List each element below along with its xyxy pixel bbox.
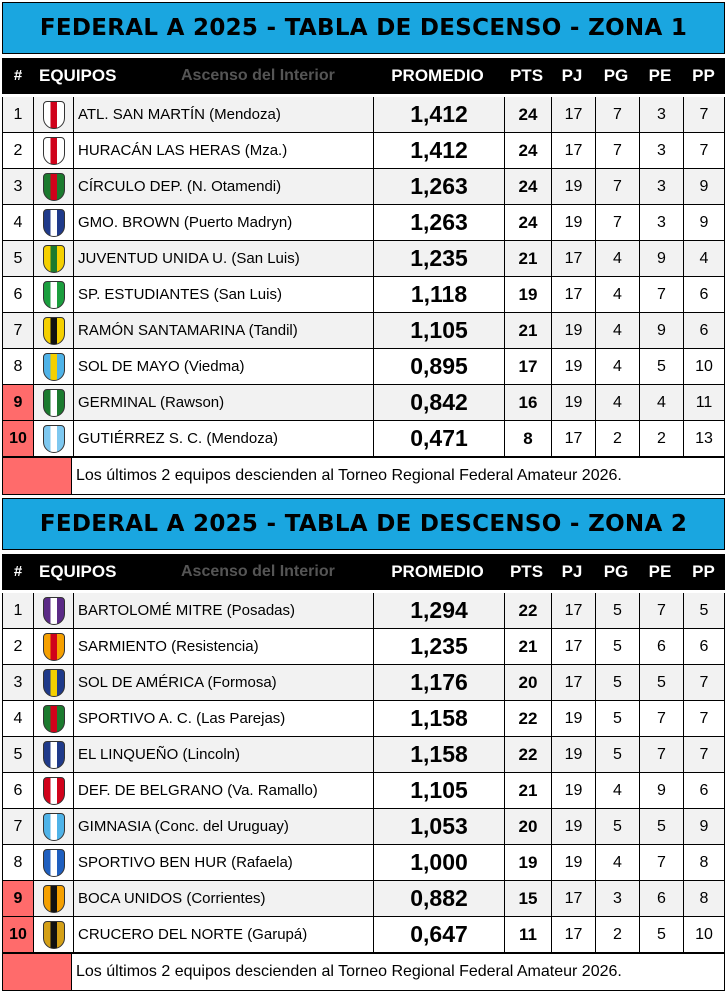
drawn-cell: 5 xyxy=(640,665,684,700)
position-cell: 3 xyxy=(2,665,34,700)
won-cell: 3 xyxy=(596,881,640,916)
position-cell: 7 xyxy=(2,313,34,348)
header-played: PJ xyxy=(561,562,583,581)
team-name: SPORTIVO A. C. (Las Parejas) xyxy=(74,701,374,736)
played-cell: 19 xyxy=(552,845,596,880)
played-cell: 17 xyxy=(552,665,596,700)
logo-cell xyxy=(34,241,74,276)
table-row xyxy=(2,385,725,421)
sarmiento-crest xyxy=(43,633,65,661)
logo-cell xyxy=(34,809,74,844)
average-cell: 1,235 xyxy=(374,241,505,276)
lost-cell: 7 xyxy=(684,701,725,736)
lost-cell: 6 xyxy=(684,277,725,312)
drawn-cell: 9 xyxy=(640,773,684,808)
won-cell: 4 xyxy=(596,845,640,880)
lost-cell: 8 xyxy=(684,881,725,916)
table-row xyxy=(2,737,725,773)
played-cell: 19 xyxy=(552,313,596,348)
drawn-cell: 5 xyxy=(640,349,684,384)
table-rows xyxy=(2,97,725,457)
points-cell: 22 xyxy=(505,737,552,772)
lost-cell: 5 xyxy=(684,593,725,628)
zone-title: FEDERAL A 2025 - TABLA DE DESCENSO - ZONA 2 xyxy=(39,511,688,537)
lost-cell: 10 xyxy=(684,917,725,952)
drawn-cell: 7 xyxy=(640,701,684,736)
played-cell: 19 xyxy=(552,349,596,384)
points-cell: 22 xyxy=(505,701,552,736)
boca-unidos-crest xyxy=(43,885,65,913)
position-cell: 8 xyxy=(2,349,34,384)
won-cell: 5 xyxy=(596,665,640,700)
played-cell: 19 xyxy=(552,701,596,736)
team-name: CRUCERO DEL NORTE (Garupá) xyxy=(74,917,374,952)
position-cell: 9 xyxy=(2,881,34,916)
played-cell: 17 xyxy=(552,133,596,168)
team-name: GMO. BROWN (Puerto Madryn) xyxy=(74,205,374,240)
team-name: SOL DE AMÉRICA (Formosa) xyxy=(74,665,374,700)
position-cell: 6 xyxy=(2,277,34,312)
average-cell: 1,105 xyxy=(374,313,505,348)
header-drawn: PE xyxy=(648,66,672,85)
position-cell: 7 xyxy=(2,809,34,844)
relegation-swatch xyxy=(2,457,72,495)
played-cell: 19 xyxy=(552,773,596,808)
logo-cell xyxy=(34,773,74,808)
won-cell: 4 xyxy=(596,385,640,420)
drawn-cell: 7 xyxy=(640,845,684,880)
table-row xyxy=(2,349,725,385)
played-cell: 19 xyxy=(552,809,596,844)
logo-cell xyxy=(34,205,74,240)
points-cell: 22 xyxy=(505,593,552,628)
table-row xyxy=(2,169,725,205)
points-cell: 19 xyxy=(505,277,552,312)
points-cell: 21 xyxy=(505,629,552,664)
table-row xyxy=(2,629,725,665)
logo-cell xyxy=(34,737,74,772)
drawn-cell: 3 xyxy=(640,97,684,132)
won-cell: 5 xyxy=(596,629,640,664)
average-cell: 1,000 xyxy=(374,845,505,880)
table-row xyxy=(2,133,725,169)
won-cell: 5 xyxy=(596,701,640,736)
table-row xyxy=(2,665,725,701)
el-linqueno-crest xyxy=(43,741,65,769)
points-cell: 21 xyxy=(505,313,552,348)
lost-cell: 4 xyxy=(684,241,725,276)
drawn-cell: 3 xyxy=(640,169,684,204)
circulo-deportivo-crest xyxy=(43,173,65,201)
played-cell: 17 xyxy=(552,421,596,456)
team-name: BARTOLOMÉ MITRE (Posadas) xyxy=(74,593,374,628)
won-cell: 2 xyxy=(596,917,640,952)
drawn-cell: 7 xyxy=(640,593,684,628)
lost-cell: 7 xyxy=(684,665,725,700)
position-cell: 10 xyxy=(2,421,34,456)
logo-cell xyxy=(34,421,74,456)
team-name: GUTIÉRREZ S. C. (Mendoza) xyxy=(74,421,374,456)
team-name: RAMÓN SANTAMARINA (Tandil) xyxy=(74,313,374,348)
played-cell: 19 xyxy=(552,169,596,204)
points-cell: 8 xyxy=(505,421,552,456)
won-cell: 7 xyxy=(596,133,640,168)
sportivo-las-parejas-crest xyxy=(43,705,65,733)
team-name: GERMINAL (Rawson) xyxy=(74,385,374,420)
team-name: SPORTIVO BEN HUR (Rafaela) xyxy=(74,845,374,880)
points-cell: 16 xyxy=(505,385,552,420)
average-cell: 1,263 xyxy=(374,205,505,240)
won-cell: 4 xyxy=(596,773,640,808)
sol-de-mayo-crest xyxy=(43,353,65,381)
table-row xyxy=(2,421,725,457)
drawn-cell: 7 xyxy=(640,277,684,312)
table-rows xyxy=(2,593,725,953)
position-cell: 1 xyxy=(2,97,34,132)
drawn-cell: 2 xyxy=(640,421,684,456)
points-cell: 20 xyxy=(505,809,552,844)
average-cell: 1,053 xyxy=(374,809,505,844)
average-cell: 0,895 xyxy=(374,349,505,384)
logo-cell xyxy=(34,349,74,384)
drawn-cell: 7 xyxy=(640,737,684,772)
average-cell: 0,842 xyxy=(374,385,505,420)
relegation-legend xyxy=(2,457,725,495)
average-cell: 1,412 xyxy=(374,133,505,168)
average-cell: 1,105 xyxy=(374,773,505,808)
header-points: PTS xyxy=(509,66,544,85)
relegation-legend xyxy=(2,953,725,991)
gimnasia-cdu-crest xyxy=(43,813,65,841)
points-cell: 19 xyxy=(505,845,552,880)
position-cell: 2 xyxy=(2,629,34,664)
won-cell: 4 xyxy=(596,277,640,312)
position-cell: 8 xyxy=(2,845,34,880)
table-header xyxy=(2,58,725,94)
won-cell: 4 xyxy=(596,313,640,348)
lost-cell: 7 xyxy=(684,133,725,168)
points-cell: 21 xyxy=(505,773,552,808)
table-row xyxy=(2,97,725,133)
points-cell: 17 xyxy=(505,349,552,384)
drawn-cell: 6 xyxy=(640,881,684,916)
points-cell: 11 xyxy=(505,917,552,952)
position-cell: 5 xyxy=(2,737,34,772)
points-cell: 24 xyxy=(505,169,552,204)
table-header xyxy=(2,554,725,590)
guillermo-brown-crest xyxy=(43,209,65,237)
zone-title-bar xyxy=(2,2,725,54)
lost-cell: 10 xyxy=(684,349,725,384)
position-cell: 9 xyxy=(2,385,34,420)
lost-cell: 9 xyxy=(684,205,725,240)
relegation-note: Los últimos 2 equipos descienden al Torneo Regional Federal Amateur 2026. xyxy=(72,953,725,991)
lost-cell: 6 xyxy=(684,773,725,808)
drawn-cell: 5 xyxy=(640,809,684,844)
position-cell: 1 xyxy=(2,593,34,628)
ben-hur-crest xyxy=(43,849,65,877)
average-cell: 0,882 xyxy=(374,881,505,916)
bartolome-mitre-crest xyxy=(43,597,65,625)
germinal-crest xyxy=(43,389,65,417)
table-row xyxy=(2,205,725,241)
position-cell: 5 xyxy=(2,241,34,276)
lost-cell: 9 xyxy=(684,809,725,844)
position-cell: 4 xyxy=(2,205,34,240)
lost-cell: 7 xyxy=(684,97,725,132)
won-cell: 7 xyxy=(596,205,640,240)
team-name: ATL. SAN MARTÍN (Mendoza) xyxy=(74,97,374,132)
defensores-belgrano-crest xyxy=(43,777,65,805)
table-row xyxy=(2,917,725,953)
table-row xyxy=(2,773,725,809)
table-row xyxy=(2,809,725,845)
lost-cell: 9 xyxy=(684,169,725,204)
won-cell: 7 xyxy=(596,97,640,132)
average-cell: 0,471 xyxy=(374,421,505,456)
team-name: BOCA UNIDOS (Corrientes) xyxy=(74,881,374,916)
played-cell: 17 xyxy=(552,241,596,276)
table-row xyxy=(2,701,725,737)
position-cell: 6 xyxy=(2,773,34,808)
won-cell: 4 xyxy=(596,349,640,384)
lost-cell: 7 xyxy=(684,737,725,772)
header-won: PG xyxy=(603,562,629,581)
played-cell: 17 xyxy=(552,97,596,132)
played-cell: 17 xyxy=(552,629,596,664)
won-cell: 5 xyxy=(596,593,640,628)
played-cell: 17 xyxy=(552,593,596,628)
team-name: SARMIENTO (Resistencia) xyxy=(74,629,374,664)
header-position: # xyxy=(13,67,23,84)
logo-cell xyxy=(34,277,74,312)
won-cell: 5 xyxy=(596,809,640,844)
average-cell: 1,263 xyxy=(374,169,505,204)
logo-cell xyxy=(34,385,74,420)
relegation-note: Los últimos 2 equipos descienden al Torneo Regional Federal Amateur 2026. xyxy=(72,457,725,495)
logo-cell xyxy=(34,665,74,700)
played-cell: 19 xyxy=(552,737,596,772)
team-name: GIMNASIA (Conc. del Uruguay) xyxy=(74,809,374,844)
header-teams: EQUIPOS xyxy=(39,562,117,581)
played-cell: 19 xyxy=(552,385,596,420)
drawn-cell: 6 xyxy=(640,629,684,664)
logo-cell xyxy=(34,629,74,664)
logo-cell xyxy=(34,881,74,916)
average-cell: 1,294 xyxy=(374,593,505,628)
drawn-cell: 5 xyxy=(640,917,684,952)
table-row xyxy=(2,845,725,881)
team-name: DEF. DE BELGRANO (Va. Ramallo) xyxy=(74,773,374,808)
played-cell: 17 xyxy=(552,917,596,952)
lost-cell: 6 xyxy=(684,629,725,664)
relegation-swatch xyxy=(2,953,72,991)
header-lost: PP xyxy=(692,66,715,85)
drawn-cell: 9 xyxy=(640,241,684,276)
logo-cell xyxy=(34,593,74,628)
logo-cell xyxy=(34,97,74,132)
team-name: CÍRCULO DEP. (N. Otamendi) xyxy=(74,169,374,204)
drawn-cell: 4 xyxy=(640,385,684,420)
sportivo-estudiantes-crest xyxy=(43,281,65,309)
played-cell: 17 xyxy=(552,277,596,312)
won-cell: 4 xyxy=(596,241,640,276)
lost-cell: 11 xyxy=(684,385,725,420)
points-cell: 24 xyxy=(505,133,552,168)
average-cell: 1,412 xyxy=(374,97,505,132)
table-row xyxy=(2,241,725,277)
won-cell: 5 xyxy=(596,737,640,772)
points-cell: 20 xyxy=(505,665,552,700)
points-cell: 24 xyxy=(505,205,552,240)
won-cell: 2 xyxy=(596,421,640,456)
drawn-cell: 9 xyxy=(640,313,684,348)
zone-title: FEDERAL A 2025 - TABLA DE DESCENSO - ZONA 1 xyxy=(39,15,688,41)
gutierrez-crest xyxy=(43,425,65,453)
crucero-del-norte-crest xyxy=(43,921,65,949)
header-watermark: Ascenso del Interior xyxy=(181,563,335,580)
position-cell: 3 xyxy=(2,169,34,204)
team-name: JUVENTUD UNIDA U. (San Luis) xyxy=(74,241,374,276)
header-position: # xyxy=(13,563,23,580)
logo-cell xyxy=(34,169,74,204)
logo-cell xyxy=(34,917,74,952)
header-played: PJ xyxy=(561,66,583,85)
played-cell: 17 xyxy=(552,881,596,916)
sol-de-america-crest xyxy=(43,669,65,697)
average-cell: 1,158 xyxy=(374,701,505,736)
played-cell: 19 xyxy=(552,205,596,240)
average-cell: 1,235 xyxy=(374,629,505,664)
won-cell: 7 xyxy=(596,169,640,204)
average-cell: 1,158 xyxy=(374,737,505,772)
logo-cell xyxy=(34,845,74,880)
position-cell: 4 xyxy=(2,701,34,736)
position-cell: 10 xyxy=(2,917,34,952)
points-cell: 24 xyxy=(505,97,552,132)
average-cell: 0,647 xyxy=(374,917,505,952)
table-row xyxy=(2,313,725,349)
logo-cell xyxy=(34,701,74,736)
team-name: SOL DE MAYO (Viedma) xyxy=(74,349,374,384)
logo-cell xyxy=(34,133,74,168)
team-name: SP. ESTUDIANTES (San Luis) xyxy=(74,277,374,312)
drawn-cell: 3 xyxy=(640,205,684,240)
header-drawn: PE xyxy=(648,562,672,581)
header-won: PG xyxy=(603,66,629,85)
average-cell: 1,118 xyxy=(374,277,505,312)
huracan-las-heras-crest xyxy=(43,137,65,165)
header-points: PTS xyxy=(509,562,544,581)
header-lost: PP xyxy=(692,562,715,581)
header-average: PROMEDIO xyxy=(391,66,484,85)
team-name: EL LINQUEÑO (Lincoln) xyxy=(74,737,374,772)
header-average: PROMEDIO xyxy=(391,562,484,581)
team-name: HURACÁN LAS HERAS (Mza.) xyxy=(74,133,374,168)
san-martin-mendoza-crest xyxy=(43,101,65,129)
lost-cell: 6 xyxy=(684,313,725,348)
header-teams: EQUIPOS xyxy=(39,66,117,85)
zone-title-bar xyxy=(2,498,725,550)
lost-cell: 13 xyxy=(684,421,725,456)
position-cell: 2 xyxy=(2,133,34,168)
table-row xyxy=(2,593,725,629)
logo-cell xyxy=(34,313,74,348)
points-cell: 15 xyxy=(505,881,552,916)
juventud-unida-crest xyxy=(43,245,65,273)
header-watermark: Ascenso del Interior xyxy=(181,67,335,84)
average-cell: 1,176 xyxy=(374,665,505,700)
lost-cell: 8 xyxy=(684,845,725,880)
table-row xyxy=(2,881,725,917)
table-row xyxy=(2,277,725,313)
drawn-cell: 3 xyxy=(640,133,684,168)
santamarina-crest xyxy=(43,317,65,345)
points-cell: 21 xyxy=(505,241,552,276)
